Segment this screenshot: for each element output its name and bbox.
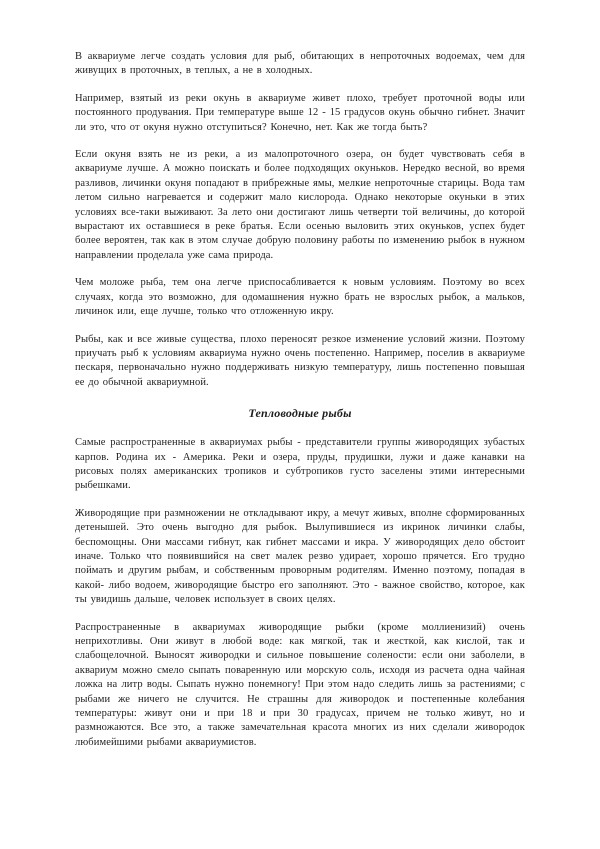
paragraph-section-3: Распространенные в аквариумах живородящие рыбки (кроме моллиенизий) очень неприхотливы. Они живут в любой воде: как мягкой, так и жесткой, как кислой, так и слабощелочной. Выносят живородки и сильное повышение солености: если они заболели, в аквариум можно смело сыпать поваренную или морскую соль, исходя из расчета одна чайная ложка на литр воды. Сыпать нужно понемногу! При этом надо следить лишь за растениями; с рыбами же ничего не случится. Не страшны для живородок и постепенные колебания температуры: живут они и при 18 и при 30 градусах, причем не только живут, но и размножаются. Все это, а также замечательная красота многих из них сделали живородок любимейшими рыбами аквариумистов. [75,621,525,748]
paragraph-section-1: Самые распространенные в аквариумах рыбы - представители группы живородящих зубастых карпов. Родина их - Америка. Реки и озера, пруды, прудишки, лужи и даже канавки на рисовых полях американских тропиков и субтропиков густо заселены этими интересными рыбешками. [75,437,525,492]
paragraph-section-2: Живородящие при размножении не откладывают икру, а мечут живых, вполне сформированных детенышей. Это очень выгодно для рыбок. Вылупившиеся из икринок личинки слабы, беспомощны. Они массами гибнут, как гибнет массами и икра. У живородящих дело обстоит иначе. Только что появившийся на свет малек резво удирает, хорошо прячется. Его трудно поймать и другим рыбам, и собственным проворным родителям. Именно поэтому, попадая в какой- либо водоем, живородящие быстро его заполняют. Это - важное свойство, которое, как ты увидишь дальше, человек использует в своих целях. [75,507,525,606]
paragraph-intro-2: Например, взятый из реки окунь в аквариуме живет плохо, требует проточной воды или постоянного продувания. При температуре выше 12 - 15 градусов окунь обычно гибнет. Значит ли это, что от окуня нужно отступиться? Конечно, нет. Как же тогда быть? [75,92,525,133]
section-heading: Тепловодные рыбы [248,406,352,421]
paragraph-intro-5: Рыбы, как и все живые существа, плохо переносят резкое изменение условий жизни. Поэтому приучать рыб к условиям аквариума нужно очень постепенно. Например, поселив в аквариуме пескаря, первоначально нужно поддерживать низкую температуру, лишь постепенно повышая ее до обычной аквариумной. [75,333,525,388]
paragraph-intro-3: Если окуня взять не из реки, а из малопроточного озера, он будет чувствовать себя в аквариуме лучше. А можно поискать и более подходящих окуньков. Нередко весной, во время разливов, личинки окуня попадают в прибрежные ямы, мелкие непроточные старицы. Вода там летом сильно нагревается и содержит мало кислорода. Однако некоторые окуньки в этих условиях все-таки выживают. За лето они достигают лишь четверти той величины, до которой вырастают их оставшиеся в реке братья. Если осенью выловить этих окуньков, успех будет более вероятен, так как в этом случае добрую половину работы по изменению рыбок в нужном направлении проделала уже сама природа. [75,149,525,261]
paragraph-intro-1: В аквариуме легче создать условия для рыб, обитающих в непроточных водоемах, чем для живущих в проточных, в теплых, а не в холодных. [75,51,525,77]
paragraph-intro-4: Чем моложе рыба, тем она легче приспосабливается к новым условиям. Поэтому во всех случаях, когда это возможно, для одомашнения нужно брать не взрослых рыбок, а мальков, личинок или, еще лучше, только что отложенную икру. [75,277,525,318]
